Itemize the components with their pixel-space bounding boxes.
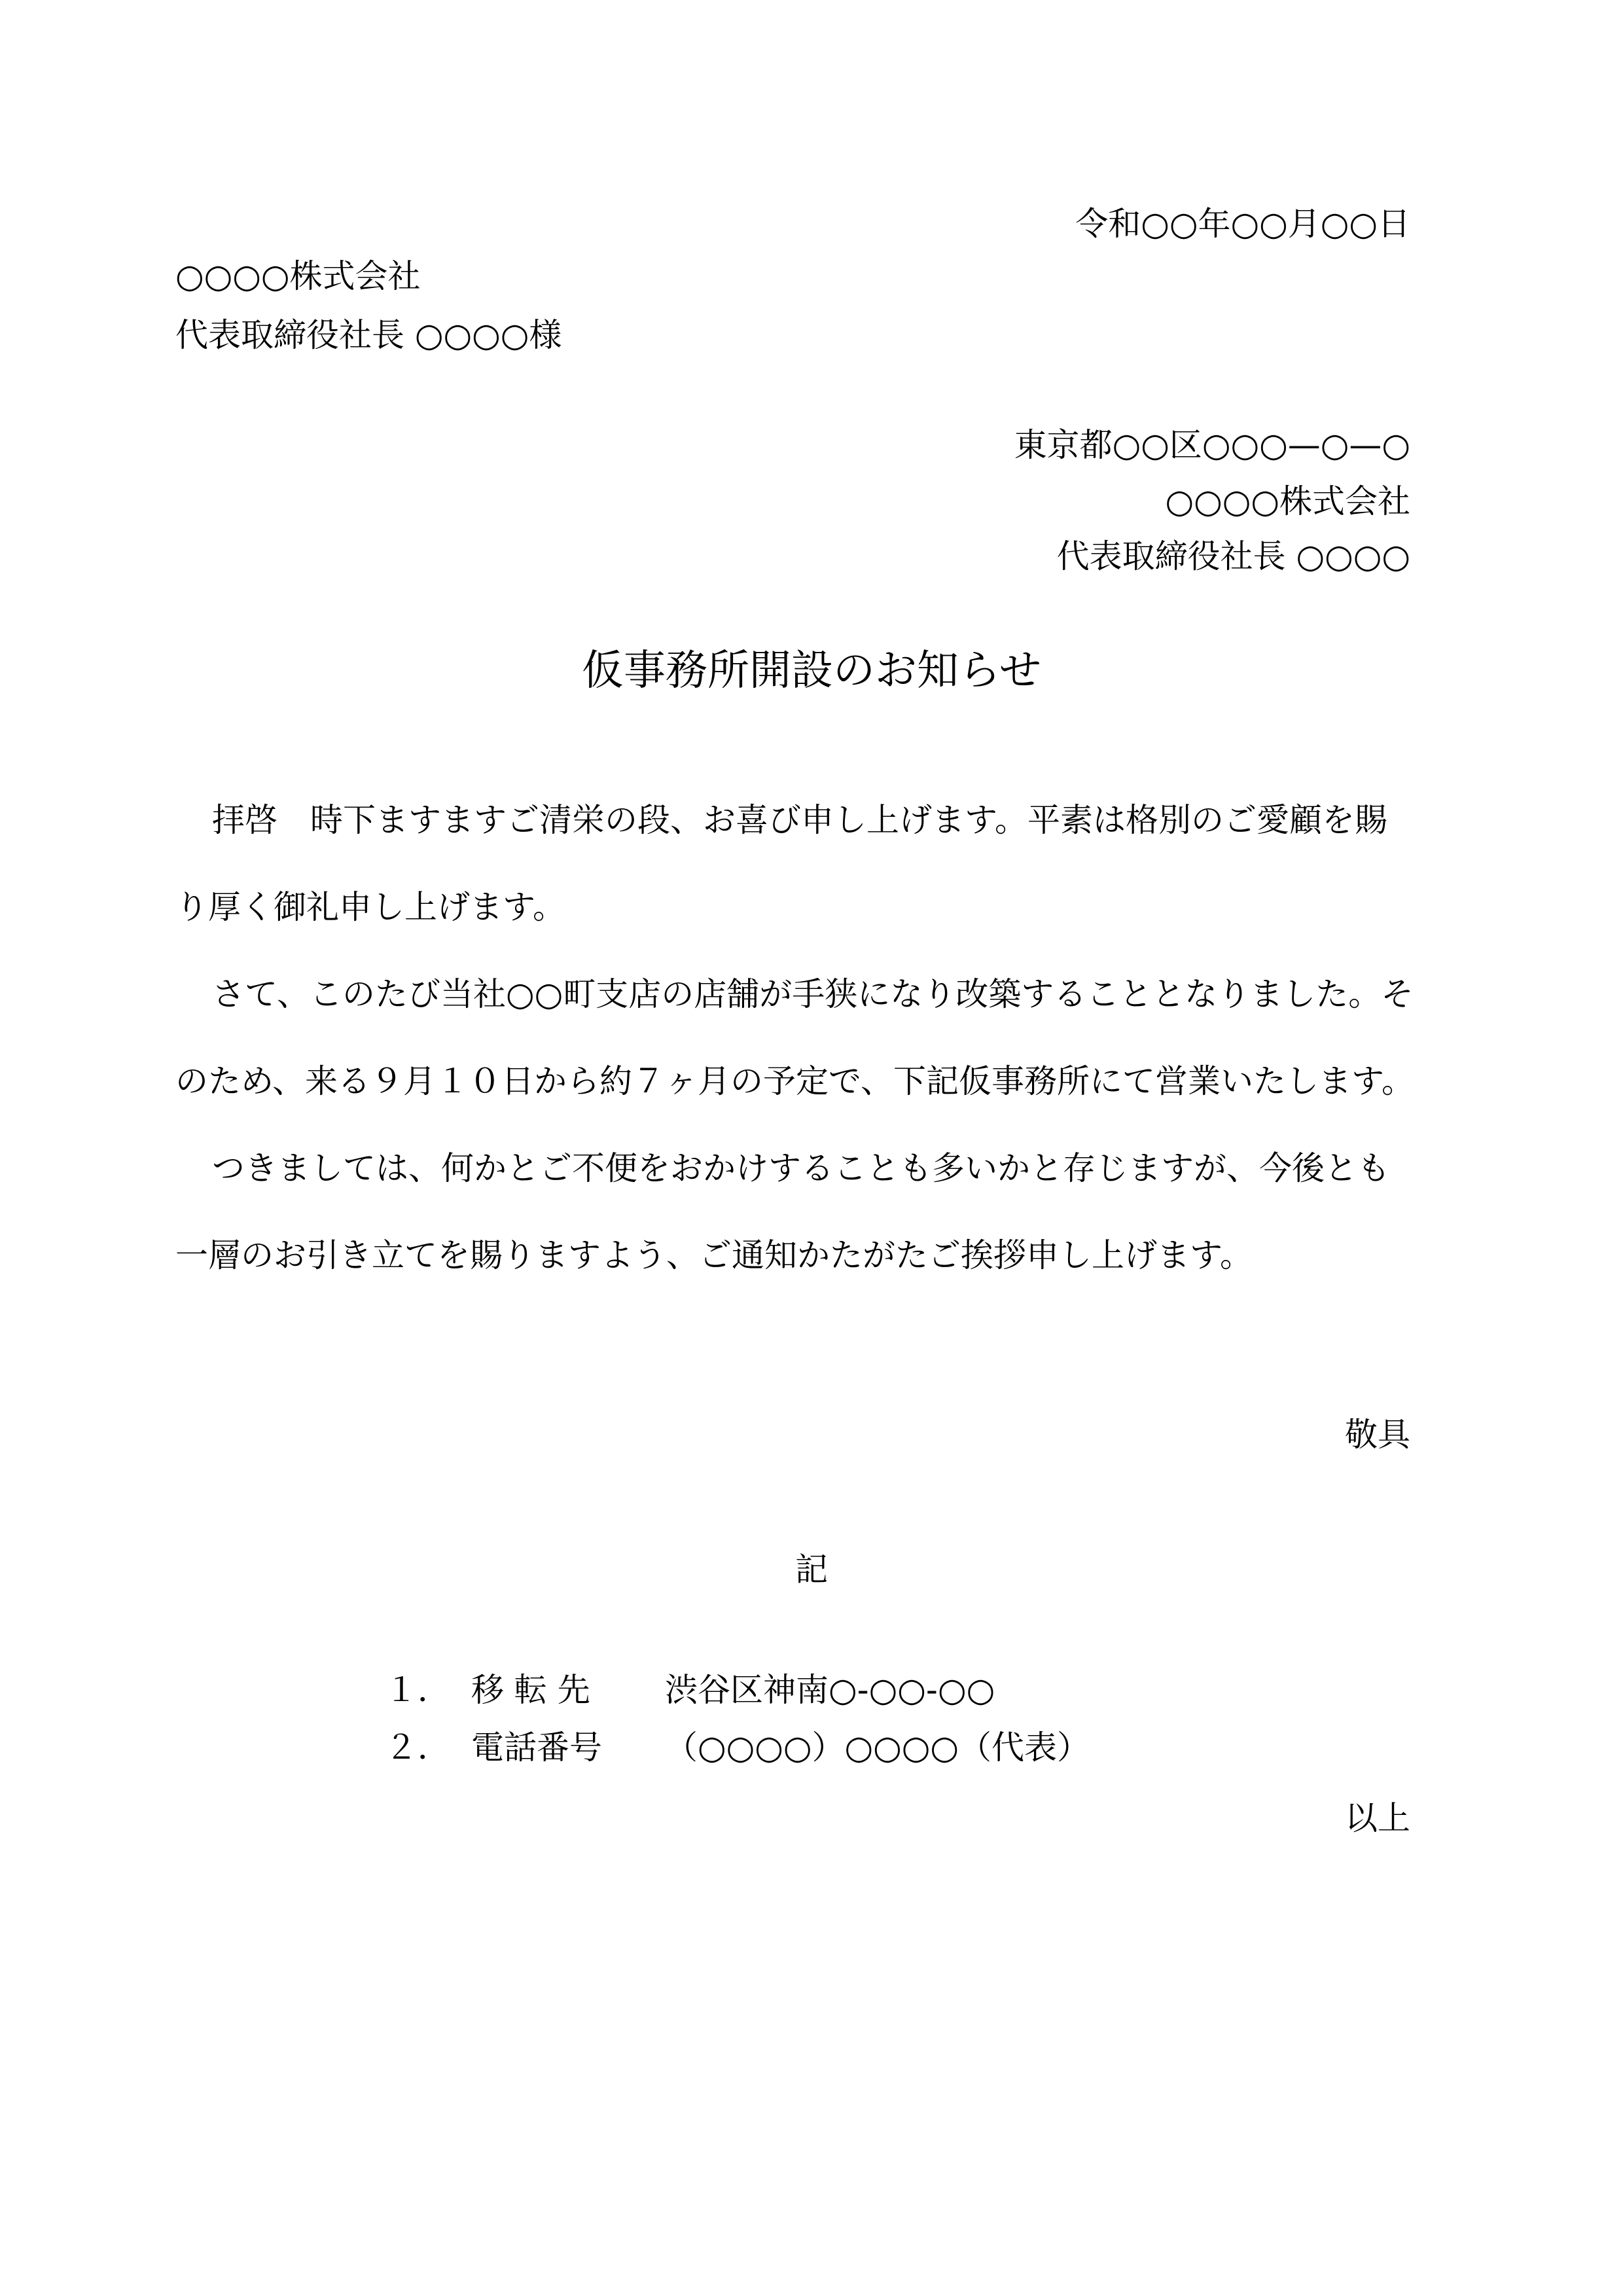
closing-keigu: 敬具 xyxy=(1345,1416,1410,1454)
sender-address: 東京都○○区○○○—○—○ xyxy=(1014,426,1410,464)
sender-company: ○○○○株式会社 xyxy=(1165,482,1410,520)
body-paragraph-closing: つきましては、何かとご不便をおかけすることも多いかと存じますが、今後とも一層のお引き立てを賜りますよう、ご通知かたがたご挨拶申し上げます。 xyxy=(175,1149,1390,1274)
detail-item-value: （○○○○）○○○○（代表） xyxy=(665,1729,1090,1767)
document-title: 仮事務所開設のお知らせ xyxy=(581,647,1042,695)
recipient-company: ○○○○株式会社 xyxy=(175,257,421,295)
closing-ijou: 以上 xyxy=(1345,1799,1410,1837)
ki-heading: 記 xyxy=(795,1551,828,1588)
detail-item-label: 電話番号 xyxy=(471,1729,602,1767)
sender-name: 代表取締役社長 ○○○○ xyxy=(1056,537,1410,575)
body-paragraph-announcement: さて、このたび当社○○町支店の店舗が手狭になり改築することとなりました。そのため、来る９月１０日から約７ヶ月の予定で、下記仮事務所にて営業いたします。 xyxy=(175,975,1414,1100)
letter-date: 令和○○年○○月○○日 xyxy=(1075,205,1410,243)
detail-item-phone xyxy=(385,1728,1090,1767)
detail-item-label: 移 転 先 xyxy=(471,1671,590,1709)
detail-item-value: 渋谷区神南○‐○○‐○○ xyxy=(665,1671,995,1709)
detail-item-number: １． xyxy=(385,1671,450,1709)
detail-item-address xyxy=(385,1670,995,1710)
recipient-name: 代表取締役社長 ○○○○様 xyxy=(175,316,562,354)
detail-item-number: ２． xyxy=(385,1729,450,1767)
body-paragraph-greeting: 拝啓 時下ますますご清栄の段、お喜び申し上げます。平素は格別のご愛顧を賜り厚く御礼申し上げます。 xyxy=(175,801,1387,926)
letter-body xyxy=(175,777,1419,1299)
